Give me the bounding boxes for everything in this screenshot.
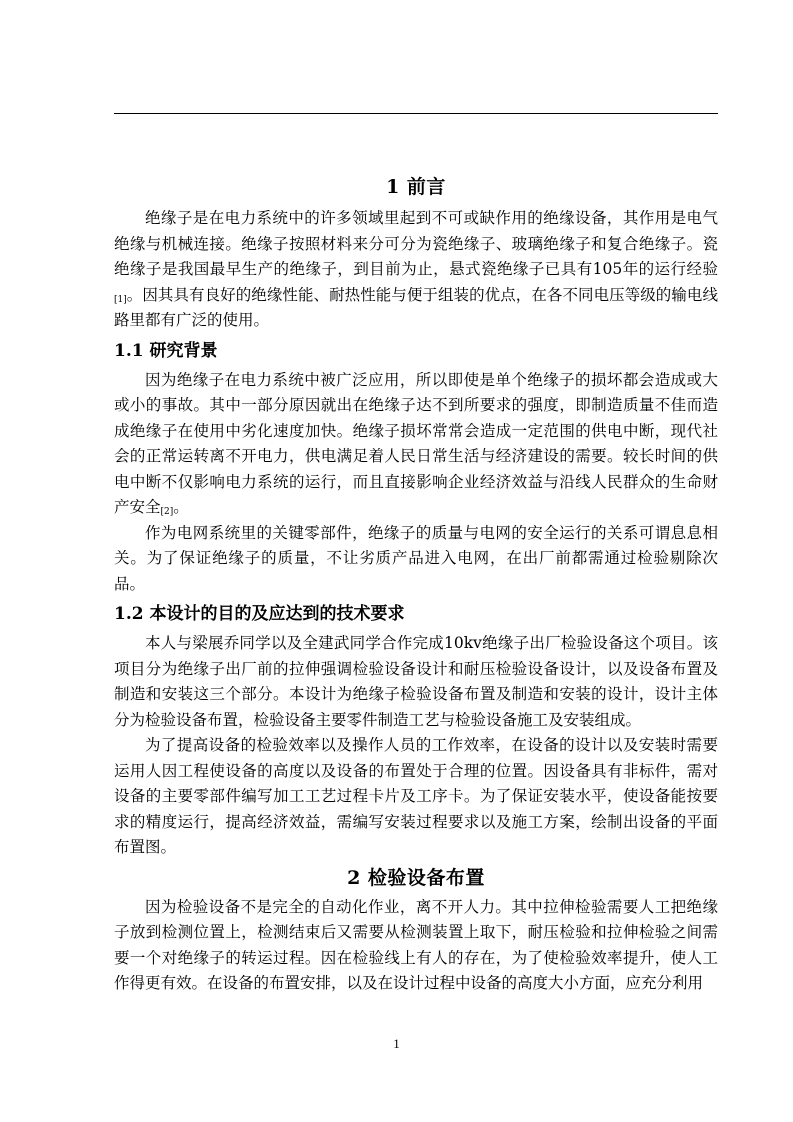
section-2-title: 2 检验设备布置	[347, 866, 485, 889]
section-1-1-paragraph-1	[114, 368, 718, 521]
section-1-1-title: 1.1 研究背景	[114, 340, 218, 361]
section-2-paragraph-1: 因为检验设备不是完全的自动化作业，离不开人力。其中拉伸检验需要人工把绝缘子放到检测位置上，检测结束后又需要从检测装置上取下，耐压检验和拉伸检验之间需要一个对绝缘子的转运过程。因在检验线上有人的存在，为了使检验效率提升，使人工作得更有效。在设备的布置安排，以及在设计过程中设备的高度大小方面，应充分利用	[114, 897, 718, 992]
page-number: 1	[393, 1036, 400, 1051]
section-1-2-paragraph-2: 为了提高设备的检验效率以及操作人员的工作效率，在设备的设计以及安装时需要运用人因工程使设备的高度以及设备的布置处于合理的位置。因设备具有非标件，需对设备的主要零部件编写加工工艺过程卡片及工序卡。为了保证安装水平，使设备能按要求的精度运行，提高经济效益，需编写安装过程要求以及施工方案，绘制出设备的平面布置图。	[114, 736, 718, 856]
paragraph-text: 。	[173, 498, 189, 516]
header-rule	[114, 113, 718, 114]
section-1-2-title: 1.2 本设计的目的及应达到的技术要求	[114, 604, 405, 624]
document-body	[114, 170, 718, 997]
paragraph-text: 因为绝缘子在电力系统中被广泛应用，所以即使是单个绝缘子的损坏都会造成或大或小的事故。其中一部分原因就出在绝缘子达不到所要求的强度，即制造质量不佳而造成绝缘子在使用中劣化速度加快。绝缘子损坏常常会造成一定范围的供电中断，现代社会的正常运转离不开电力，供电满足着人民日常生活与经济建设的需要。较长时间的供电中断不仅影响电力系统的运行，而且直接影响企业经济效益与沿线人民群众的生命财产安全	[114, 370, 718, 516]
section-1-paragraph-1	[114, 206, 718, 334]
section-1-1-paragraph-2: 作为电网系统里的关键零部件，绝缘子的质量与电网的安全运行的关系可谓息息相关。为了保证绝缘子的质量，不让劣质产品进入电网，在出厂前都需通过检验剔除次品。	[114, 523, 718, 593]
section-1-2-paragraph-1: 本人与梁展乔同学以及全建武同学合作完成10kv绝缘子出厂检验设备这个项目。该项目分为绝缘子出厂前的拉伸强调检验设备设计和耐压检验设备设计，以及设备布置及制造和安装这三个部分。本设计为绝缘子检验设备布置及制造和安装的设计，设计主体分为检验设备布置，检验设备主要零件制造工艺与检验设备施工及安装组成。	[114, 634, 718, 729]
citation-1[interactable]: [1]	[114, 294, 127, 305]
paragraph-text: 绝缘子是在电力系统中的许多领域里起到不可或缺作用的绝缘设备，其作用是电气绝缘与机械连接。绝缘子按照材料来分可分为瓷绝缘子、玻璃绝缘子和复合绝缘子。瓷绝缘子是我国最早生产的绝缘子，到目前为止，悬式瓷绝缘子已具有105年的运行经验	[114, 209, 718, 278]
citation-2[interactable]: [2]	[160, 507, 174, 517]
section-1-title: 1 前言	[386, 176, 446, 198]
paragraph-text: 。因其具有良好的绝缘性能、耐热性能与便于组装的优点，在各不同电压等级的输电线路里都有广泛的使用。	[114, 285, 718, 329]
